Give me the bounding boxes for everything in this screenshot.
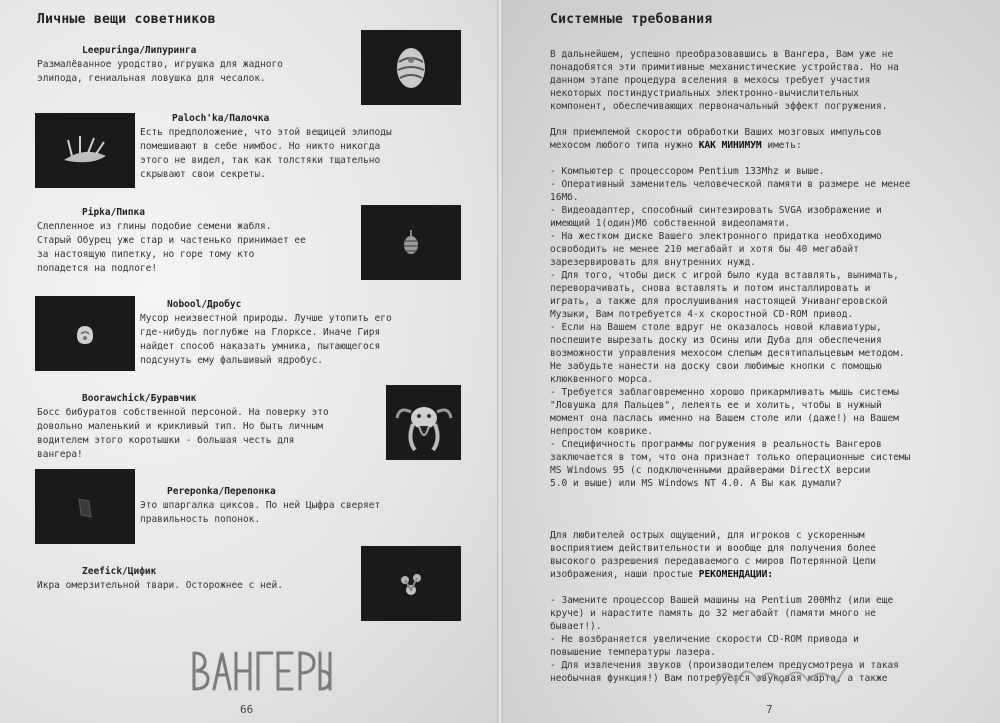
item-title-pereponka: Pereponka/Перепонка <box>167 486 276 497</box>
vangers-logo <box>188 645 333 699</box>
minimum-lead-text: Для приемлемой скорости обработки Ваших мозговых импульсов мехосом любого типа нужно <box>550 127 882 151</box>
recommendations-lead-text: Для любителей острых ощущений, для игроков с ускоренным восприятием действительности и вообще для получения более высокого разрешения передаваемого с миров Потерянной Цепи изображения, наши простые <box>550 530 877 580</box>
recommendations-bold: РЕКОМЕНДАЦИИ: <box>698 569 774 580</box>
min-item-cpu: - Компьютер с процессором Pentium 133Mhz и выше. <box>550 166 825 177</box>
pereponka-icon <box>35 469 135 544</box>
item-title-nobool: Nobool/Дробус <box>167 299 242 310</box>
item-title-palochka: Paloch'ka/Палочка <box>172 113 270 124</box>
requirements-body <box>550 48 970 685</box>
min-item-keyboard: - Если на Вашем столе вдруг не оказалось новой клавиатуры, поспешите вырезать доску из Осины или Дуба для обеспечения возможности управления мехосом слепым десятипальцевым методом. Не забудьте нанести на доску свои любимые кнопки с помощью клюквенного морса. <box>550 322 905 385</box>
item-title-leepuringa: Leepuringa/Липуринга <box>82 45 197 56</box>
min-item-mouse: - Требуется заблаговременно хорошо прикармливать мышь системы "Ловушка для Пальцев", лелеять ее и холить, чтобы в нужный момент она паслась именно на Вашем столе или (даже!) на Вашем непростом коврике. <box>550 387 899 437</box>
min-item-hdd: - На жестком диске Вашего электронного придатка необходимо освободить не менее 210 мегабайт и хотя бы 40 мегабайт зарезервировать для внутренних нужд. <box>550 231 882 268</box>
leepuringa-icon <box>361 30 461 105</box>
item-text-leepuringa: Размалёванное уродство, игрушка для жадного элипода, гениальная ловушка для чесалок. <box>37 59 283 84</box>
item-title-boorawchick: Boorawchick/Буравчик <box>82 393 197 404</box>
book-gutter <box>497 0 503 723</box>
item-text-nobool: Мусор неизвестной природы. Лучше утопить его где-нибудь поглубже на Глорксе. Иначе Гиря найдет способ наказать умника, пытающегося подсунуть ему фальшивый ядробус. <box>140 313 392 366</box>
palochka-icon <box>35 113 135 188</box>
item-title-pipka: Pipka/Пипка <box>82 207 145 218</box>
min-item-cdrom: - Для того, чтобы диск с игрой было куда вставлять, вынимать, переворачивать, снова вставлять и потом инсталлировать и играть, а также для прослушивания настоящей Унивангеровской Музыки, Вам потребуется 4-х скоростной CD-ROM привод. <box>550 270 899 320</box>
item-title-zeefick: Zeefick/Цифик <box>82 566 157 577</box>
minimum-bold: КАК МИНИМУМ <box>698 140 762 151</box>
right-page-heading: Системные требования <box>550 12 713 27</box>
zeefick-icon <box>361 546 461 621</box>
min-item-ram: - Оперативный заменитель человеческой памяти в размере не менее 16Мб. <box>550 179 911 203</box>
rec-item-cpu: - Замените процессор Вашей машины на Pentium 200Mhz (или еще круче) и нарастите память до 32 мегабайт (памяти много не бывает!). <box>550 595 894 632</box>
item-text-zeefick: Икра омерзительной твари. Осторожнее с ней. <box>37 580 283 591</box>
recommendations-lead <box>550 529 970 581</box>
left-page-number: 66 <box>240 703 254 716</box>
intro-paragraph: В дальнейшем, успешно преобразовавшись в Вангера, Вам уже не понадобятся эти примитивные механистические устройства. Но на данном этапе процедура вселения в мехосы требует участия некоторых постиндустриальных электронно-вычислительных компонент, обеспечивающих первоначальный эффект погружения. <box>550 49 899 112</box>
rec-item-cdrom: - Не возбраняется увеличение скорости CD-ROM привода и повышение температуры лазера. <box>550 634 859 658</box>
item-text-boorawchick: Босс бибуратов собственной персоной. На поверку это довольно маленький и крикливый тип. Но быть личным водителем этого коротышки - большая честь для вангера! <box>37 407 329 460</box>
item-text-pereponka: Это шпаргалка циксов. По ней Цыфра сверяет правильность попонок. <box>140 500 381 525</box>
boorawchick-icon <box>386 385 461 460</box>
item-text-pipka: Слепленное из глины подобие семени жабля. Старый Обурец уже стар и частенько принимает ее за настоящую пипетку, но горе тому кто попадется на подлоге! <box>37 221 306 274</box>
minimum-tail: иметь: <box>761 140 802 151</box>
right-page-number: 7 <box>766 703 773 716</box>
minimum-lead <box>550 126 970 152</box>
pipka-icon <box>361 205 461 280</box>
min-item-os: - Специфичность программы погружения в реальность Вангеров заключается в том, что она признает только операционные системы MS Windows 95 (с подключенными драйверами DirectX версии 5.0 и выше) или MS Windows NT 4.0. А Вы как думали? <box>550 439 911 489</box>
scribble-decoration <box>712 655 852 699</box>
item-text-palochka: Есть предположение, что этой вещицей элиподы помешивают в себе нимбос. Но никто никогда этого не видел, так как толстяки тщательно скрывают свои секреты. <box>140 127 392 180</box>
rec-item-sound: - Для извлечения звуков (производителем предусмотрена и такая необычная функция!) Вам потребуется звуковая карта, а также <box>550 660 899 684</box>
min-item-video: - Видеоадаптер, способный синтезировать SVGA изображение и имеющий 1(один)Мб собственной видеопамяти. <box>550 205 882 229</box>
nobool-icon <box>35 296 135 371</box>
left-page-heading: Личные вещи советников <box>37 12 216 27</box>
